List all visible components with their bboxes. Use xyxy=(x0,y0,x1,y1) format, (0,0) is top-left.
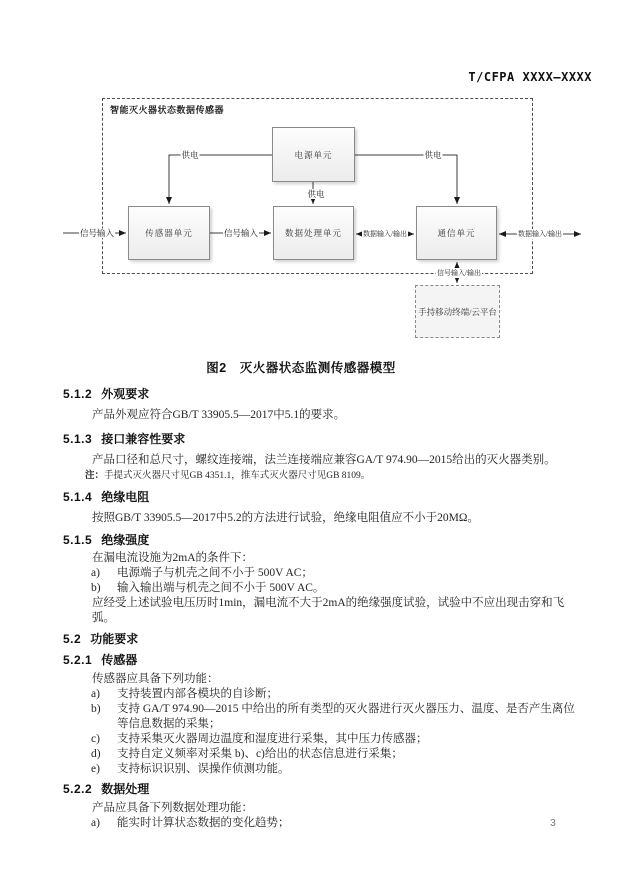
heading-5-1-5 xyxy=(63,532,579,548)
wire-label-power-down: 供电 xyxy=(307,189,325,199)
paragraph: 产品应具备下列数据处理功能： xyxy=(92,802,253,814)
note xyxy=(63,469,579,483)
list-item-text: 能实时计算状态数据的变化趋势； xyxy=(117,817,290,829)
list-item-label: a) xyxy=(91,567,100,579)
heading-number: 5.2.1 xyxy=(63,653,93,667)
list-item-text: 支持采集灭火器周边温度和湿度进行采集，其中压力传感器； xyxy=(117,733,428,745)
communication-unit-box: 通信单元 xyxy=(416,206,497,260)
figure-caption: 图2 灭火器状态监测传感器模型 xyxy=(206,361,396,375)
wire-label-signal-io-bottom: 信号输入/输出 xyxy=(437,269,481,277)
wire-label-signal-mid: 信号输入 xyxy=(223,228,259,238)
paragraph: 产品外观应符合GB/T 33905.5—2017中5.1的要求。 xyxy=(92,409,346,421)
list-item-text: 支持装置内部各模块的自诊断； xyxy=(117,688,278,700)
wire-label-data-io-right: 数据输入/输出 xyxy=(518,230,562,238)
heading-5-2-2 xyxy=(63,781,579,797)
list-item-label: b) xyxy=(91,582,101,594)
list-item xyxy=(91,747,579,762)
heading-title: 绝缘电阻 xyxy=(101,490,150,504)
wire-label-data-io-mid: 数据输入/输出 xyxy=(363,230,407,238)
list-item xyxy=(91,816,579,831)
heading-title: 绝缘强度 xyxy=(101,533,150,547)
wire-label-power-right: 供电 xyxy=(424,150,442,160)
paragraph: 按照GB/T 33905.5—2017中5.2的方法进行试验，绝缘电阻值应不小于20MΩ。 xyxy=(92,512,479,524)
paragraph: 在漏电流设施为2mA的条件下： xyxy=(92,552,253,564)
document-body xyxy=(63,386,579,831)
list-item xyxy=(91,687,579,702)
list-item-text: 支持自定义频率对采集 b)、c)给出的状态信息进行采集； xyxy=(117,748,403,760)
note-text: 手提式灭火器尺寸见GB 4351.1，推车式灭火器尺寸见GB 8109。 xyxy=(104,471,371,481)
terminal-cloud-box: 手持移动终端/云平台 xyxy=(415,285,500,338)
list-item xyxy=(91,566,579,581)
heading-number: 5.1.4 xyxy=(63,490,93,504)
list-item-text: 输入输出端与机壳之间不小于 500V AC。 xyxy=(117,582,325,594)
list-item xyxy=(91,762,579,777)
heading-5-1-2 xyxy=(63,386,579,402)
heading-number: 5.1.5 xyxy=(63,533,93,547)
heading-title: 接口兼容性要求 xyxy=(101,432,186,446)
list-item xyxy=(91,702,579,732)
note-label: 注： xyxy=(85,470,105,481)
list-item xyxy=(91,581,579,596)
list-item-label: c) xyxy=(91,733,100,745)
heading-number: 5.1.2 xyxy=(63,387,93,401)
paragraph: 传感器应具备下列功能： xyxy=(92,673,219,685)
heading-5-2 xyxy=(63,631,579,647)
heading-5-1-4 xyxy=(63,489,579,505)
heading-number: 5.1.3 xyxy=(63,432,93,446)
list-item xyxy=(91,732,579,747)
paragraph: 应经受上述试验电压历时1min，漏电流不大于2mA的绝缘强度试验，试验中不应出现击穿和飞弧。 xyxy=(92,597,565,624)
heading-5-2-1 xyxy=(63,652,579,668)
list-item-label: d) xyxy=(91,748,101,760)
wire-label-power-left: 供电 xyxy=(181,150,199,160)
boundary-label: 智能灭火器状态数据传感器 xyxy=(110,105,225,115)
heading-title: 传感器 xyxy=(101,653,138,667)
heading-number: 5.2 xyxy=(63,632,82,646)
doc-number: T/CFPA XXXX—XXXX xyxy=(468,70,592,84)
heading-number: 5.2.2 xyxy=(63,782,93,796)
heading-5-1-3 xyxy=(63,431,579,447)
page-number: 3 xyxy=(550,817,556,829)
list-item-label: a) xyxy=(91,817,100,829)
sensor-unit-box: 传感器单元 xyxy=(128,206,210,260)
list-item-text: 支持 GA/T 974.90—2015 中给出的所有类型的灭火器进行灭火器压力、温度、是否产生离位等信息数据的采集； xyxy=(117,703,575,730)
wire-label-signal-left: 信号输入 xyxy=(79,228,115,238)
list-item-label: e) xyxy=(91,763,100,775)
data-processing-unit-box: 数据处理单元 xyxy=(273,206,354,260)
heading-title: 数据处理 xyxy=(101,782,150,796)
heading-title: 外观要求 xyxy=(101,387,150,401)
list-item-label: a) xyxy=(91,688,100,700)
power-unit-box: 电源单元 xyxy=(272,127,355,182)
list-item-text: 支持标识识别、误操作侦测功能。 xyxy=(117,763,290,775)
list-item-label: b) xyxy=(91,703,101,715)
heading-title: 功能要求 xyxy=(90,632,139,646)
paragraph: 产品口径和总尺寸，螺纹连接端，法兰连接端应兼容GA/T 974.90—2015给出的灭火器类别。 xyxy=(92,454,556,466)
list-item-text: 电源端子与机壳之间不小于 500V AC； xyxy=(117,567,313,579)
